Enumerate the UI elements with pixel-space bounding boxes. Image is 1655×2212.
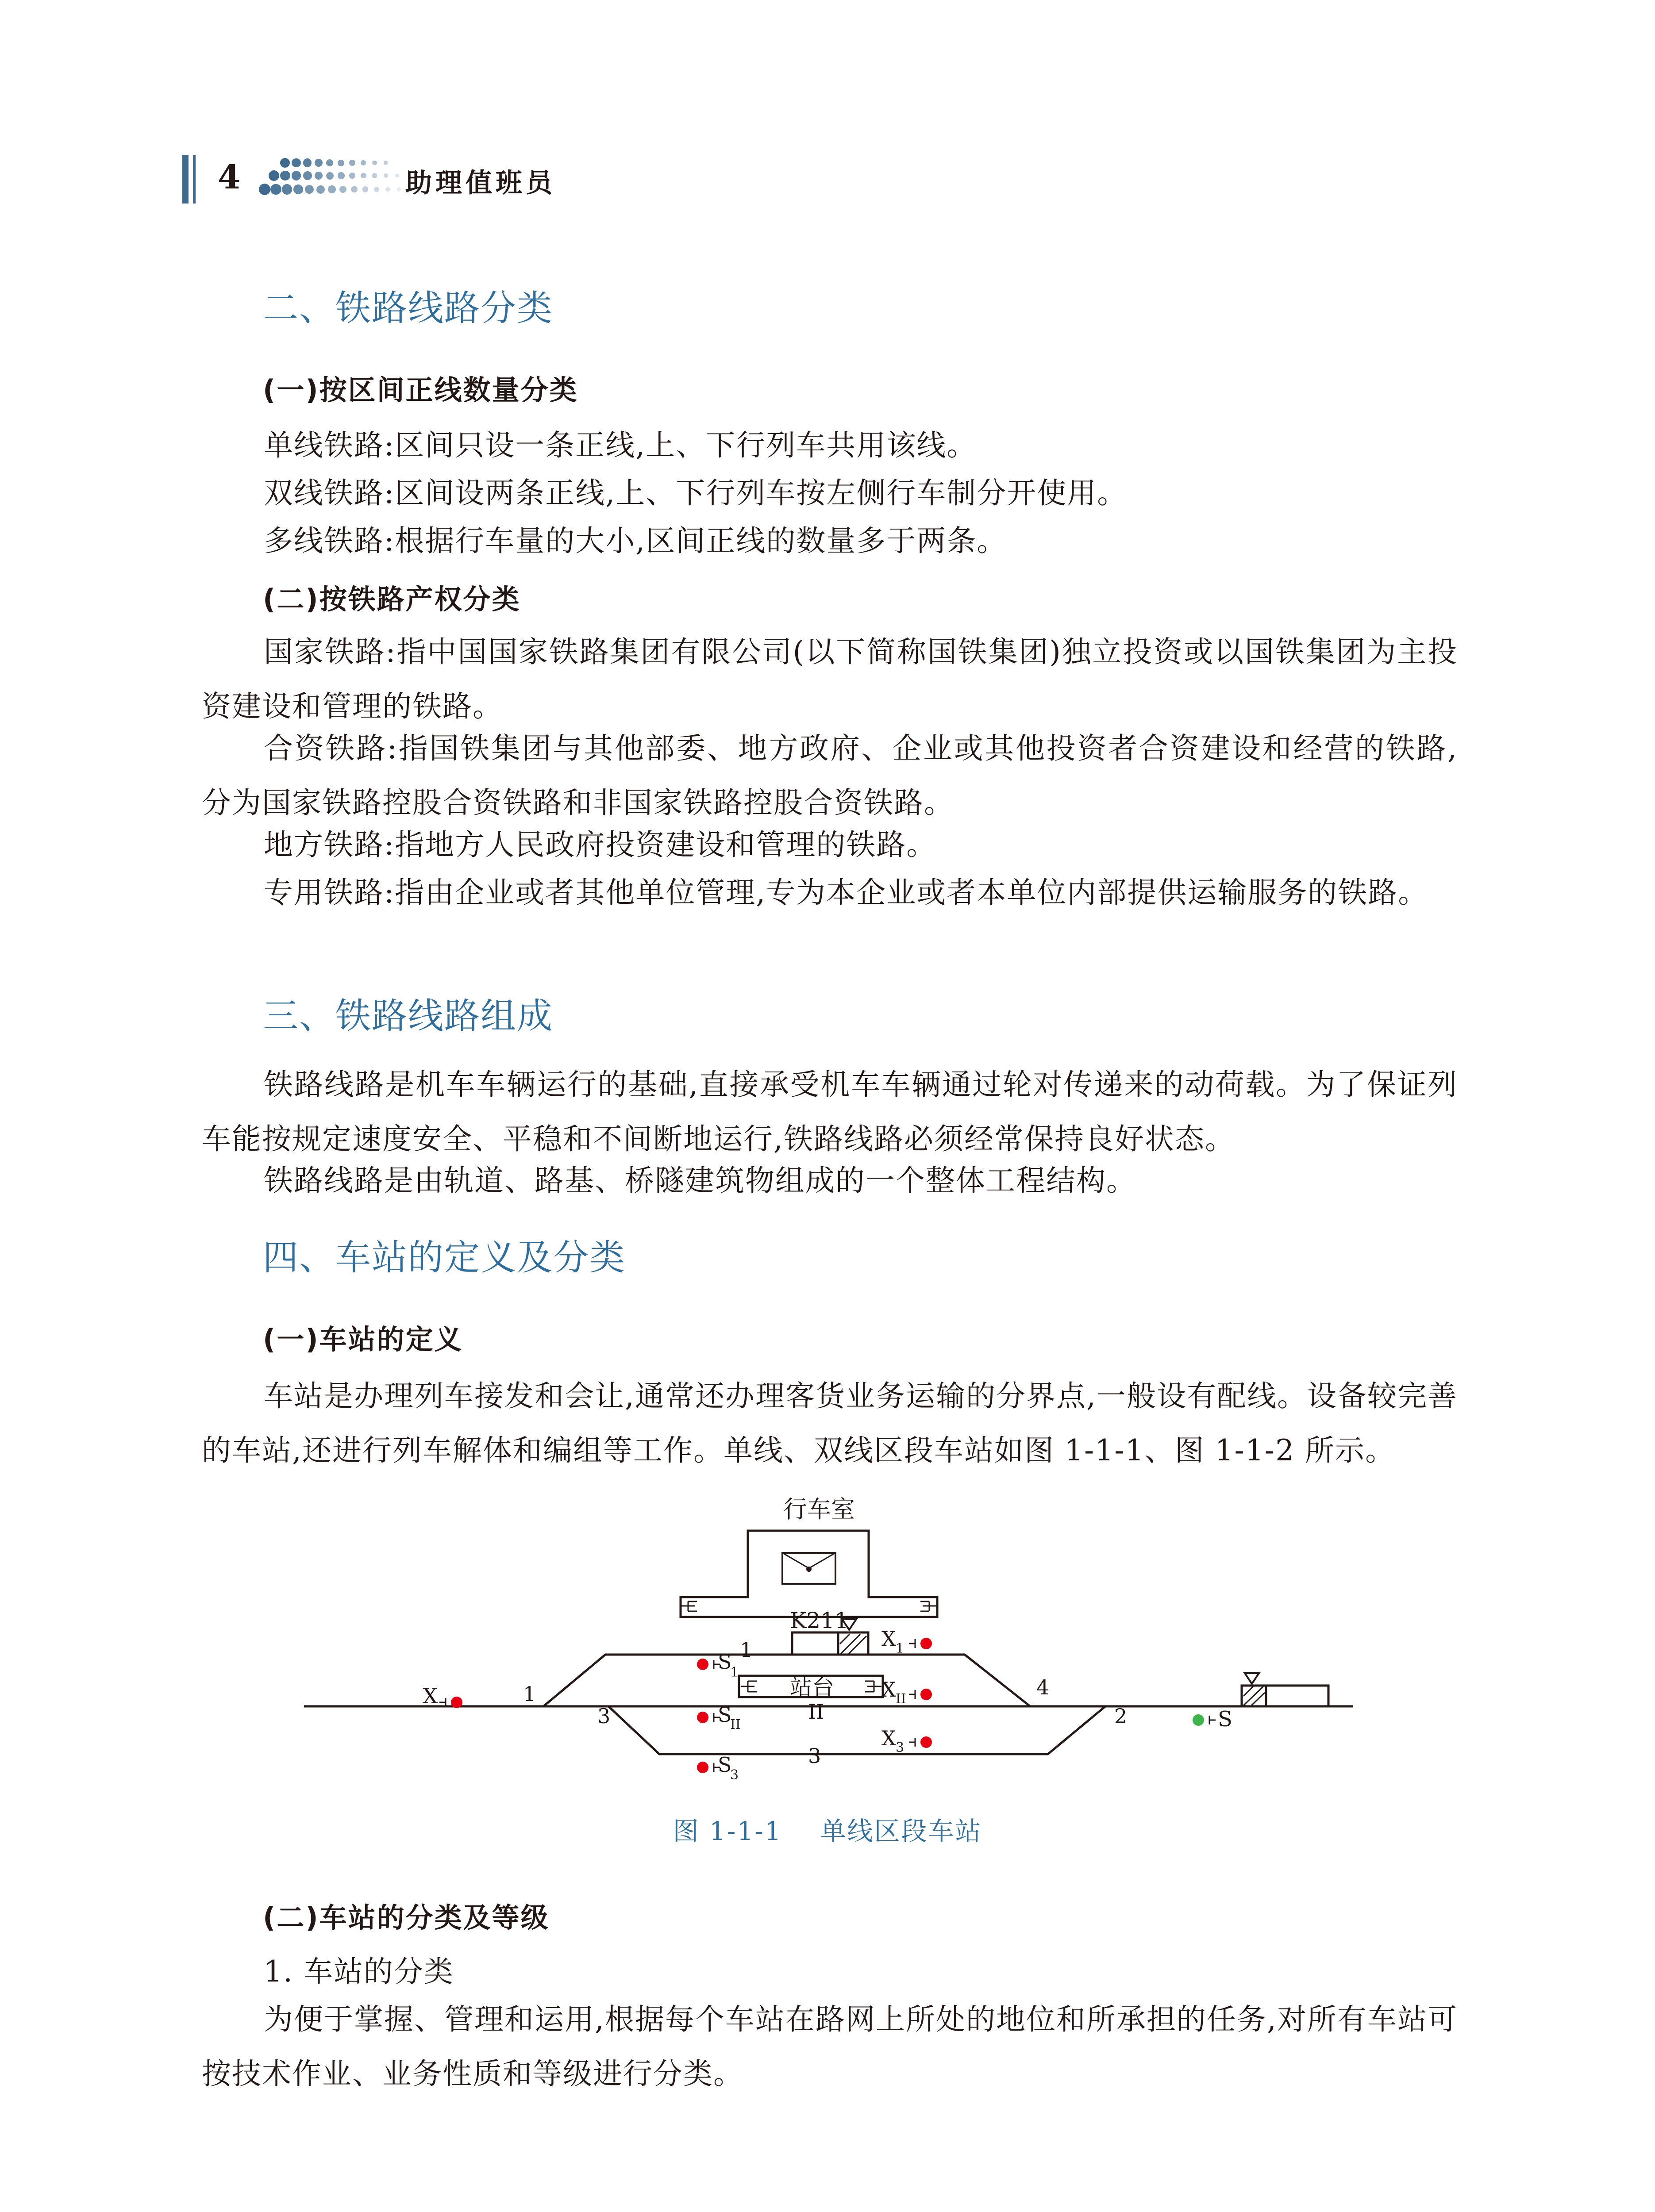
dot-icon [349, 173, 355, 179]
dot-icon [328, 185, 336, 193]
paragraph: 双线铁路:区间设两条正线,上、下行列车按左侧行车制分开使用。 [264, 476, 1128, 510]
dot-icon [293, 184, 303, 194]
x2-label: X [881, 1678, 896, 1701]
dot-icon [397, 187, 401, 191]
station-diagram [0, 1486, 1655, 1840]
dot-icon [305, 185, 314, 194]
dot-icon [362, 186, 368, 192]
dot-icon [270, 184, 281, 195]
x3-label: X [881, 1726, 896, 1750]
platform-label: 站台 [790, 1674, 834, 1700]
dot-icon [349, 160, 355, 166]
station-office-building [681, 1531, 937, 1617]
s1-sub: 1 [730, 1665, 739, 1680]
right-building [1242, 1686, 1328, 1706]
dot-icon [315, 172, 323, 180]
dot-icon [326, 172, 334, 180]
track-3 [608, 1706, 1105, 1754]
s3-label: S [718, 1753, 732, 1777]
dot-pattern-icon [259, 153, 400, 201]
dot-icon [269, 170, 279, 181]
header-bar-thick [182, 155, 189, 204]
dot-icon [280, 158, 290, 168]
x1-label: X [881, 1627, 896, 1651]
dot-icon [351, 186, 358, 193]
dot-icon [385, 187, 390, 192]
s2-sub: II [730, 1717, 741, 1732]
paragraph: 多线铁路:根据行车量的大小,区间正线的数量多于两条。 [264, 524, 1007, 558]
page-number: 4 [218, 158, 241, 196]
switch-1-label: 1 [523, 1682, 536, 1706]
x-signal-label: X [423, 1684, 438, 1709]
paragraph: 铁路线路是机车车辆运行的基础,直接承受机车车辆通过轮对传递来的动荷载。为了保证列车能按规定速度安全、平稳和不间断地运行,铁路线路必须经常保持良好状态。 [202, 1068, 1458, 1156]
switch-2-label: 2 [1114, 1704, 1128, 1728]
switch-4-label: 4 [1036, 1675, 1050, 1699]
dot-icon [338, 172, 345, 179]
building-marker-icon [1245, 1673, 1259, 1684]
dot-icon [374, 187, 379, 192]
paragraph: 专用铁路:指由企业或者其他单位管理,专为本企业或者本单位内部提供运输服务的铁路。 [264, 876, 1428, 910]
dot-icon [361, 160, 366, 165]
paragraph: 国家铁路:指中国国家铁路集团有限公司(以下简称国铁集团)独立投资或以国铁集团为主投资建设和管理的铁路。 [202, 635, 1458, 723]
dot-icon [372, 173, 377, 178]
paragraph: 单线铁路:区间只设一条正线,上、下行列车共用该线。 [264, 428, 977, 462]
train-box [792, 1632, 868, 1655]
paragraph: 地方铁路:指地方人民政府投资建设和管理的铁路。 [264, 828, 937, 862]
x3-sub: 3 [896, 1740, 904, 1755]
x1-sub: 1 [896, 1641, 904, 1656]
dot-icon [303, 158, 312, 167]
dot-icon [280, 171, 290, 181]
subsection-heading: (一)按区间正线数量分类 [263, 374, 578, 406]
dot-icon [259, 184, 270, 195]
paragraph: 为便于掌握、管理和运用,根据每个车站在路网上所处的地位和所承担的任务,对所有车站可按技术作业、业务性质和等级进行分类。 [202, 2002, 1458, 2091]
track-3-label: 3 [808, 1744, 821, 1768]
section-heading: 二、铁路线路分类 [263, 288, 553, 329]
dot-icon [384, 173, 388, 178]
section-heading: 四、车站的定义及分类 [263, 1237, 626, 1278]
subsection-heading: (二)按铁路产权分类 [263, 583, 521, 615]
dot-icon [384, 161, 388, 165]
track-1-label: 1 [740, 1638, 753, 1662]
dot-icon [338, 160, 344, 166]
office-label: 行车室 [783, 1495, 855, 1523]
dot-icon [361, 173, 366, 179]
s2-label: S [718, 1703, 732, 1727]
dot-icon [292, 158, 301, 168]
dot-icon [339, 186, 346, 193]
train-label: K211 [790, 1608, 849, 1633]
dot-icon [326, 159, 333, 166]
dot-icon [395, 174, 399, 178]
dot-icon [372, 161, 377, 165]
book-title: 助理值班员 [405, 168, 556, 199]
paragraph: 铁路线路是由轨道、路基、桥隧建筑物组成的一个整体工程结构。 [264, 1164, 1136, 1198]
dot-icon [315, 159, 323, 167]
x2-sub: II [896, 1691, 906, 1707]
switch-3-label: 3 [597, 1704, 611, 1728]
dot-icon [292, 171, 301, 180]
dot-icon [303, 171, 312, 180]
dot-icon [316, 185, 325, 194]
dot-icon [282, 184, 292, 194]
paragraph: 合资铁路:指国铁集团与其他部委、地方政府、企业或其他投资者合资建设和经营的铁路,分为国家铁路控股合资铁路和非国家铁路控股合资铁路。 [202, 731, 1458, 820]
track-2-label: II [808, 1700, 824, 1724]
header-bar-thin [193, 155, 196, 204]
subsection-heading: (二)车站的分类及等级 [263, 1901, 550, 1934]
list-item: 1. 车站的分类 [264, 1955, 454, 1989]
s1-label: S [718, 1650, 732, 1674]
paragraph: 车站是办理列车接发和会让,通常还办理客货业务运输的分界点,一般设有配线。设备较完善的车站,还进行列车解体和编组等工作。单线、双线区段车站如图 1-1-1、图 1-1-2 所示。 [202, 1379, 1458, 1467]
section-heading: 三、铁路线路组成 [263, 995, 553, 1037]
subsection-heading: (一)车站的定义 [263, 1323, 463, 1356]
s3-sub: 3 [730, 1767, 739, 1783]
track-1 [543, 1655, 1030, 1706]
figure-caption: 图 1-1-1 单线区段车站 [673, 1816, 982, 1846]
s-signal-label: S [1218, 1707, 1232, 1732]
